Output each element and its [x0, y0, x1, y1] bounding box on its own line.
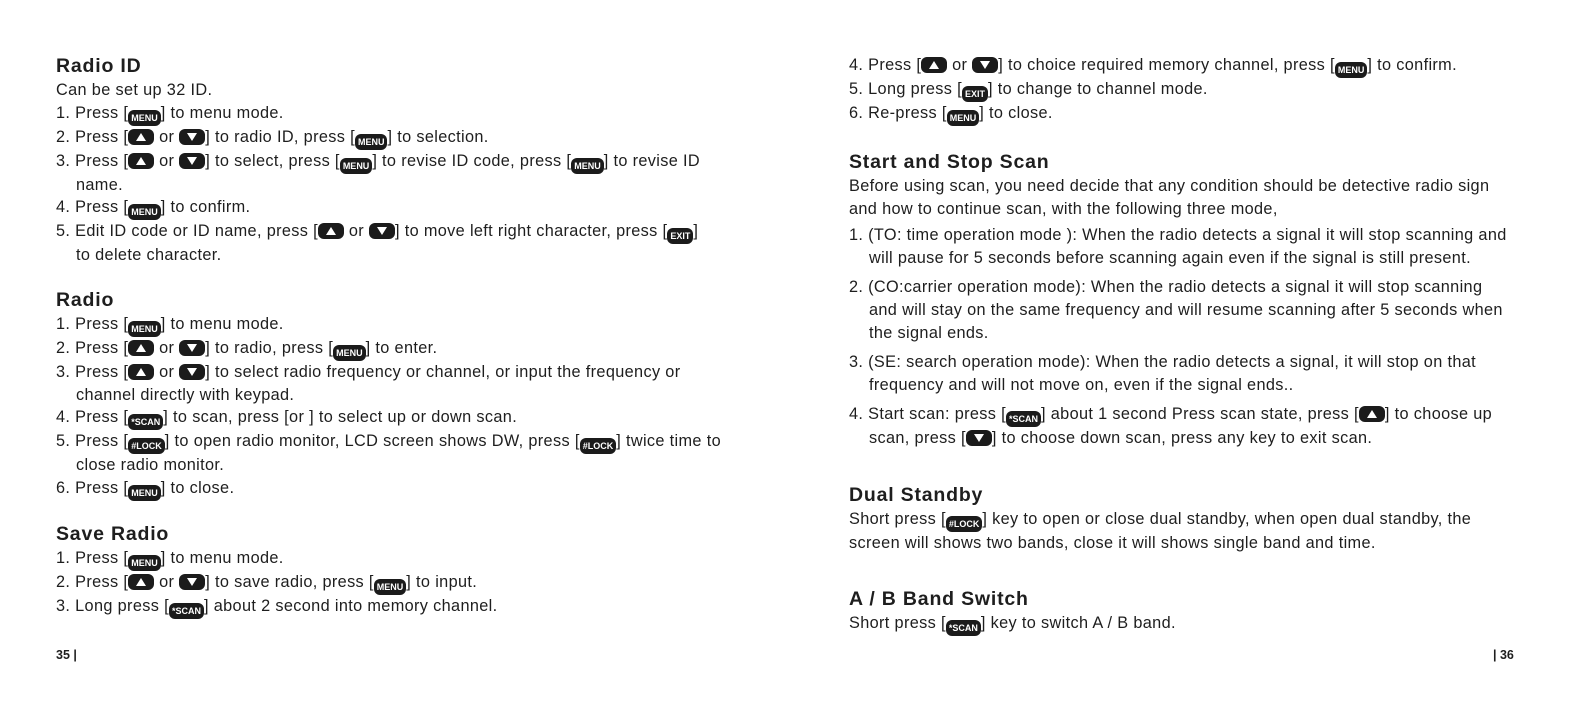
- triangle-down-icon: [369, 223, 395, 239]
- scan-step-4: 4. Start scan: press [ *SCAN ] about 1 second Press scan state, press [ ] to choose up scan, press [ ] to choose down scan, press any key to exit scan.: [849, 405, 1493, 448]
- section-radio: [56, 288, 736, 501]
- memory-step-6: 6. Re-press [ MENU ] to close.: [849, 102, 1539, 126]
- lock-key-icon: #LOCK: [128, 438, 165, 454]
- triangle-down-icon: [179, 340, 205, 356]
- section-radio-id: [56, 54, 736, 267]
- scan-key-icon: *SCAN: [946, 620, 981, 636]
- triangle-down-icon: [179, 364, 205, 380]
- radio-step-2: 2. Press [ or ] to radio, press [ MENU ] to enter.: [56, 337, 736, 361]
- ab-band-line-1: Short press [ *SCAN ] key to switch A / B band.: [849, 612, 1539, 636]
- section-dual-standby: [849, 483, 1539, 555]
- radio-id-step-3-cont: name.: [76, 175, 124, 194]
- radio-step-5: 5. Press [ #LOCK ] to open radio monitor, LCD screen shows DW, press [ #LOCK ] twice time to: [56, 430, 736, 454]
- heading-scan: Start and Stop Scan: [849, 151, 1050, 173]
- menu-key-icon: MENU: [340, 158, 373, 174]
- page-number-left: 35 |: [56, 648, 77, 662]
- exit-key-icon: EXIT: [962, 86, 988, 102]
- triangle-up-icon: [921, 57, 947, 73]
- menu-key-icon: MENU: [128, 110, 161, 126]
- radio-id-step-3: 3. Press [ or ] to select, press [ MENU ] to revise ID code, press [ MENU ] to revise ID: [56, 150, 736, 174]
- triangle-up-icon: [128, 340, 154, 356]
- menu-key-icon: MENU: [355, 134, 388, 150]
- section-ab-band: [849, 587, 1539, 636]
- save-radio-step-3: 3. Long press [ *SCAN ] about 2 second into memory channel.: [56, 595, 736, 619]
- triangle-up-icon: [318, 223, 344, 239]
- radio-step-5-cont: close radio monitor.: [76, 456, 225, 475]
- scan-intro-1: Before using scan, you need decide that any condition should be detective radio sign: [849, 177, 1490, 195]
- heading-radio: Radio: [56, 289, 115, 311]
- scan-mode-2: 2. (CO:carrier operation mode): When the radio detects a signal it will stop scanning and will stay on the same frequency and will resume scanning after 5 seconds when the signal ends.: [849, 278, 1503, 342]
- menu-key-icon: MENU: [128, 321, 161, 337]
- memory-step-5: 5. Long press [ EXIT ] to change to channel mode.: [849, 78, 1539, 102]
- save-radio-step-1: 1. Press [ MENU ] to menu mode.: [56, 547, 736, 571]
- scan-mode-1: 1. (TO: time operation mode ): When the radio detects a signal it will stop scanning and will pause for 5 seconds before scanning again even if the signal is still present.: [849, 226, 1507, 267]
- triangle-down-icon: [972, 57, 998, 73]
- triangle-down-icon: [179, 129, 205, 145]
- triangle-down-icon: [179, 574, 205, 590]
- radio-id-step-4: 4. Press [ MENU ] to confirm.: [56, 196, 736, 220]
- radio-step-1: 1. Press [ MENU ] to menu mode.: [56, 313, 736, 337]
- heading-dual-standby: Dual Standby: [849, 484, 984, 506]
- triangle-up-icon: [128, 129, 154, 145]
- lock-key-icon: #LOCK: [580, 438, 617, 454]
- triangle-up-icon: [128, 574, 154, 590]
- radio-id-step-1: 1. Press [ MENU ] to menu mode.: [56, 102, 736, 126]
- menu-key-icon: MENU: [128, 204, 161, 220]
- heading-radio-id: Radio ID: [56, 55, 142, 77]
- menu-key-icon: MENU: [1335, 62, 1368, 78]
- triangle-down-icon: [966, 430, 992, 446]
- menu-key-icon: MENU: [571, 158, 604, 174]
- radio-id-step-2: 2. Press [ or ] to radio ID, press [ MENU ] to selection.: [56, 126, 736, 150]
- triangle-up-icon: [128, 153, 154, 169]
- radio-step-3: 3. Press [ or ] to select radio frequency or channel, or input the frequency or: [56, 363, 681, 381]
- left-page: [56, 0, 736, 709]
- triangle-down-icon: [179, 153, 205, 169]
- dual-standby-line-2: screen will shows two bands, close it will shows single band and time.: [849, 534, 1376, 552]
- scan-key-icon: *SCAN: [128, 414, 163, 430]
- heading-save-radio: Save Radio: [56, 523, 170, 545]
- scan-intro-2: and how to continue scan, with the following three mode,: [849, 199, 1278, 218]
- menu-key-icon: MENU: [947, 110, 980, 126]
- radio-id-step-5: 5. Edit ID code or ID name, press [ or ] to move left right character, press [ EXIT ]: [56, 220, 736, 244]
- scan-mode-3: 3. (SE: search operation mode): When the radio detects a signal, it will stop on that frequency and will not move on, even if the signal ends..: [849, 353, 1477, 394]
- menu-key-icon: MENU: [374, 579, 407, 595]
- triangle-up-icon: [128, 364, 154, 380]
- scan-key-icon: *SCAN: [1006, 411, 1041, 427]
- menu-key-icon: MENU: [333, 345, 366, 361]
- radio-step-6: 6. Press [ MENU ] to close.: [56, 477, 736, 501]
- memory-step-4: 4. Press [ or ] to choice required memory channel, press [ MENU ] to confirm.: [849, 54, 1539, 78]
- dual-standby-line-1: Short press [ #LOCK ] key to open or close dual standby, when open dual standby, the: [849, 508, 1539, 532]
- menu-key-icon: MENU: [128, 555, 161, 571]
- radio-id-step-5-cont: to delete character.: [76, 246, 222, 265]
- radio-step-3-cont: channel directly with keypad.: [76, 385, 295, 404]
- radio-step-4: 4. Press [ *SCAN ] to scan, press [or ] to select up or down scan.: [56, 406, 736, 430]
- lock-key-icon: #LOCK: [946, 516, 983, 532]
- right-page: [849, 0, 1539, 709]
- section-save-radio: [56, 522, 736, 619]
- save-radio-step-2: 2. Press [ or ] to save radio, press [ MENU ] to input.: [56, 571, 736, 595]
- exit-key-icon: EXIT: [667, 228, 693, 244]
- section-scan: [849, 150, 1539, 457]
- menu-key-icon: MENU: [128, 485, 161, 501]
- radio-id-intro: Can be set up 32 ID.: [56, 81, 213, 99]
- scan-key-icon: *SCAN: [169, 603, 204, 619]
- page-number-right: | 36: [1493, 648, 1514, 662]
- heading-ab-band: A / B Band Switch: [849, 588, 1029, 610]
- triangle-up-icon: [1359, 406, 1385, 422]
- section-memory-steps: [849, 54, 1539, 126]
